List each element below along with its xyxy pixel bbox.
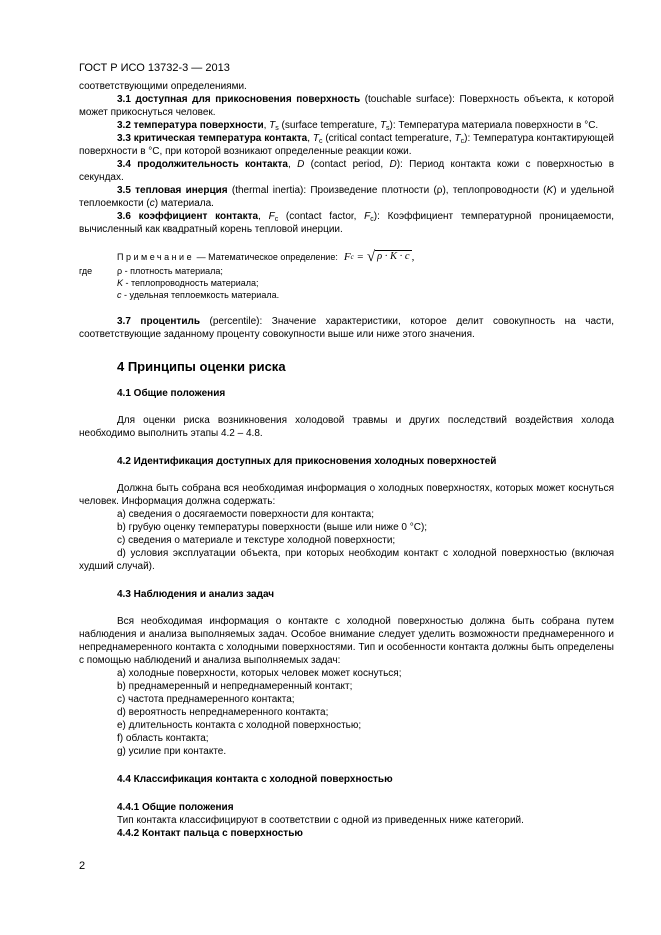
term-en: (critical contact temperature, (325, 133, 452, 144)
list-item: g) усилие при контакте. (117, 746, 227, 757)
definition-text: ): Температура материала поверхности в °C. (389, 120, 599, 131)
symbol: T (269, 120, 276, 131)
list-item: f) область контакта; (117, 733, 209, 744)
definition-3-4: 3.4 продолжительность контакта, D (contact period, D): Период контакта кожи с поверхностью в секундах. (79, 159, 615, 183)
definition-3-6: 3.6 коэффициент контакта, $F_c$ (contact factor, $F_c$): Коэффициент температурной проницаемости, вычисленный как квадратный корень тепловой инерции. (79, 211, 615, 235)
term: 3.6 коэффициент контакта (117, 211, 259, 222)
section-4-2-list (79, 508, 614, 573)
term-en: (touchable surface) (364, 94, 453, 105)
where-item: ρ - плотность материала; (117, 266, 223, 276)
section-4-1-text: Для оценки риска возникновения холодовой травмы и других последствий воздействия холода необходимо выполнить этапы 4.2 – 4.8. (79, 415, 614, 439)
symbol: T (312, 133, 319, 144)
section-4-1-heading: 4.1 Общие положения (117, 388, 226, 399)
list-item: d) вероятность непреднамеренного контакта; (117, 707, 329, 718)
definition-3-3: 3.3 критическая температура контакта, $T_c$ (critical contact temperature, $T_c$): Температура контактирующей поверхности в °C, при которой возникают определенные реакции кожи. (79, 133, 615, 157)
section-4-3-text: Вся необходимая информация о контакте с холодной поверхностью должна быть собрана путем наблюдения и анализа выполняемых задач. Особое внимание следует уделить возможности преднамеренного и непреднамеренного контакта с холодными поверхностями. Тип и особенности контакта должны быть определены с помощью наблюдений и анализа выполняемых задач: (79, 616, 614, 666)
note-block (79, 250, 614, 301)
symbol: D (297, 159, 305, 170)
document-header: ГОСТ Р ИСО 13732-3 — 2013 (79, 62, 230, 74)
list-item: b) грубую оценку температуры поверхности (выше или ниже 0 °C); (117, 522, 428, 533)
list-item: d) условия эксплуатации объекта, при которых необходим контакт с холодной поверхностью (включая худший случай). (79, 548, 614, 572)
term-en: (surface temperature, (281, 120, 378, 131)
list-item: c) частота преднамеренного контакта; (117, 694, 295, 705)
definition-3-1 (79, 93, 614, 119)
definition-text: ): Коэффициент температурной проницаемости, вычисленный как квадратный корень тепловой инерции. (79, 211, 615, 235)
term: 3.3 критическая температура контакта (117, 133, 308, 144)
definition-3-2: 3.2 температура поверхности, $T_s$ (surface temperature, $T_s$): Температура материала поверхности в °C. (117, 120, 599, 132)
definition-text: ): Период контакта кожи с поверхностью в секундах. (79, 159, 615, 183)
term-en: (contact period, (310, 159, 384, 170)
section-4-3-list (79, 667, 614, 758)
section-4-4-heading: 4.4 Классификация контакта с холодной поверхностью (117, 774, 393, 785)
section-4-3-heading: 4.3 Наблюдения и анализ задач (117, 589, 275, 600)
list-item: a) сведения о досягаемости поверхности для контакта; (117, 509, 374, 520)
formula-equals: = (356, 250, 364, 263)
note-text: — Математическое определение: (196, 251, 338, 262)
symbol-subscript: c (274, 216, 279, 223)
list-item: e) длительность контакта с холодной поверхностью; (117, 720, 362, 731)
section-4-heading: 4 Принципы оценки риска (117, 359, 286, 374)
term: 3.5 тепловая инерция (117, 185, 228, 196)
term: 3.4 продолжительность контакта (117, 159, 288, 170)
formula-lhs: F (343, 250, 351, 263)
formula-tail: , (411, 250, 415, 263)
list-item: c) сведения о материале и текстуре холодной поверхности; (117, 535, 396, 546)
where-list (117, 265, 279, 301)
page-number: 2 (79, 860, 86, 872)
symbol-subscript: s (275, 125, 279, 132)
where-label: где (79, 266, 93, 276)
definition-3-7 (79, 315, 614, 341)
term: 3.2 температура поверхности (117, 120, 264, 131)
definition-text: (percentile): Значение характеристики, которое делит совокупность на части, соответствующие заданному проценту совокупности выше или ниже этого значения. (79, 316, 614, 340)
definition-3-5: 3.5 тепловая инерция (thermal inertia): Произведение плотности (ρ), теплопроводности (K) и удельной теплоемкости (c) материала. (79, 185, 615, 209)
formula-radicand: ρ · K · c (377, 251, 410, 262)
where-item: K - теплопроводность материала; (117, 278, 259, 288)
symbol-subscript: c (318, 138, 323, 145)
section-4-4-1-heading: 4.4.1 Общие положения (117, 802, 234, 813)
list-item: b) преднамеренный и непреднамеренный контакт; (117, 681, 353, 692)
sqrt-icon: √ (366, 248, 376, 265)
section-4-4-2-heading: 4.4.2 Контакт пальца с поверхностью (117, 828, 303, 839)
page-body (79, 80, 614, 840)
formula: F c = √ ρ · K · c , (343, 248, 415, 265)
definition-text: : Поверхность объекта, к которой может прикоснуться человек. (79, 94, 615, 118)
note-label: Примечание (117, 251, 195, 262)
term-en: (contact factor, (285, 211, 357, 222)
definition-text: ): Температура контактирующей поверхности в °C, при которой возникают определенные реакции кожи. (79, 133, 615, 157)
list-item: a) холодные поверхности, которых человек может коснуться; (117, 668, 402, 679)
symbol: F (268, 211, 275, 222)
note-heading (79, 250, 614, 263)
term: 3.7 процентиль (117, 316, 200, 327)
where-block (79, 265, 614, 301)
section-4-2-heading: 4.2 Идентификация доступных для прикосновения холодных поверхностей (117, 456, 497, 467)
term: 3.1 доступная для прикосновения поверхность (117, 94, 361, 105)
section-4-2-text: Должна быть собрана вся необходимая информация о холодных поверхностях, которых может коснуться человек. Информация должна содержать: (79, 483, 614, 507)
text-fragment: соответствующими определениями. (79, 81, 247, 92)
section-4-4-1-text: Тип контакта классифицируют в соответствии с одной из приведенных ниже категорий. (117, 815, 524, 826)
where-item: c - удельная теплоемкость материала. (117, 290, 280, 300)
